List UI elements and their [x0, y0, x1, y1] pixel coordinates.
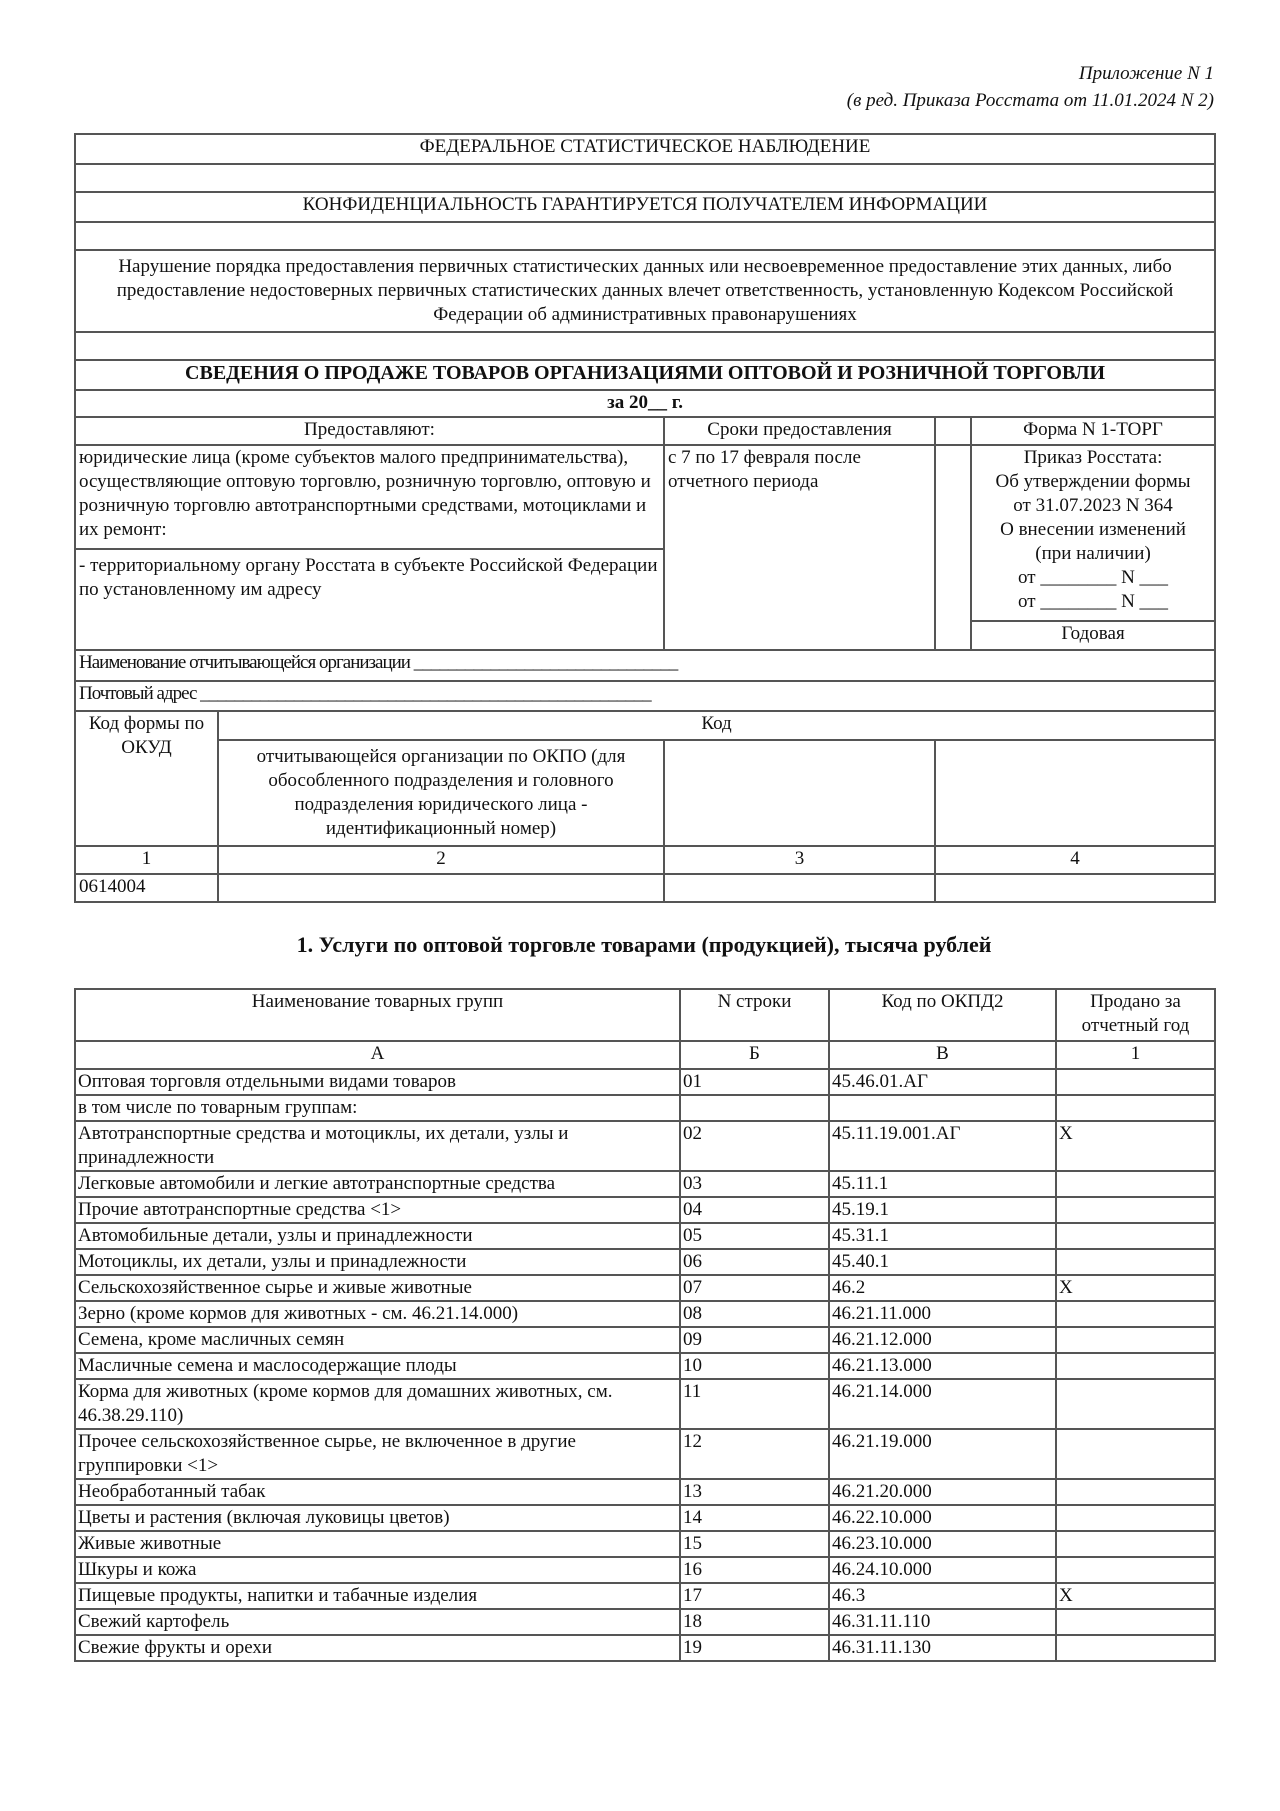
table-row: [75, 1301, 1215, 1327]
sold-value[interactable]: [1056, 1223, 1215, 1249]
okpd2-code: 46.21.12.000: [829, 1327, 1056, 1353]
okpd2-code: 46.23.10.000: [829, 1531, 1056, 1557]
report-period: за 20__ г.: [75, 390, 1215, 417]
sold-value[interactable]: [1056, 1171, 1215, 1197]
col-number-1: 1: [75, 846, 218, 874]
line-number: 02: [680, 1121, 829, 1171]
okpd2-code: 45.11.1: [829, 1171, 1056, 1197]
sold-value[interactable]: X: [1056, 1275, 1215, 1301]
sold-value[interactable]: X: [1056, 1583, 1215, 1609]
code-col4-empty: [935, 740, 1215, 846]
line-number: 15: [680, 1531, 829, 1557]
line-number: 10: [680, 1353, 829, 1379]
line-number: 16: [680, 1557, 829, 1583]
appendix-revision: (в ред. Приказа Росстата от 11.01.2024 N 2): [846, 90, 1214, 111]
goods-name: Цветы и растения (включая луковицы цветов): [75, 1505, 680, 1531]
postal-address-field[interactable]: Почтовый адрес _____________________________________________________: [75, 681, 1215, 711]
deadlines-header: Сроки предоставления: [664, 417, 935, 445]
federal-observation-title: ФЕДЕРАЛЬНОЕ СТАТИСТИЧЕСКОЕ НАБЛЮДЕНИЕ: [75, 134, 1215, 164]
appendix-title: Приложение N 1: [1078, 63, 1214, 84]
okpd2-code: 46.24.10.000: [829, 1557, 1056, 1583]
sold-value[interactable]: [1056, 1069, 1215, 1095]
okpd2-code: 45.19.1: [829, 1197, 1056, 1223]
okpd2-code: 45.11.19.001.АГ: [829, 1121, 1056, 1171]
goods-name: Живые животные: [75, 1531, 680, 1557]
okpd2-code: 46.21.11.000: [829, 1301, 1056, 1327]
column-letter: 1: [1056, 1041, 1215, 1069]
code-col3-input[interactable]: [664, 874, 935, 902]
goods-name: Мотоциклы, их детали, узлы и принадлежности: [75, 1249, 680, 1275]
sold-value[interactable]: [1056, 1379, 1215, 1429]
confidentiality-notice: КОНФИДЕНЦИАЛЬНОСТЬ ГАРАНТИРУЕТСЯ ПОЛУЧАТЕЛЕМ ИНФОРМАЦИИ: [75, 192, 1215, 222]
goods-name: Сельскохозяйственное сырье и живые животные: [75, 1275, 680, 1301]
table-row: [75, 1379, 1215, 1429]
table-row: [75, 1121, 1215, 1171]
line-number: 11: [680, 1379, 829, 1429]
table-row: [75, 1635, 1215, 1661]
sold-value[interactable]: X: [1056, 1121, 1215, 1171]
column-header-line: N строки: [680, 989, 829, 1041]
goods-name: Прочие автотранспортные средства <1>: [75, 1197, 680, 1223]
okpd2-code: 46.21.14.000: [829, 1379, 1056, 1429]
line-number: 05: [680, 1223, 829, 1249]
column-header-code: Код по ОКПД2: [829, 989, 1056, 1041]
goods-name: Свежие фрукты и орехи: [75, 1635, 680, 1661]
okpo-input[interactable]: [218, 874, 664, 902]
line-number: 19: [680, 1635, 829, 1661]
okud-label: Код формы по ОКУД: [75, 711, 218, 846]
goods-name: Масличные семена и маслосодержащие плоды: [75, 1353, 680, 1379]
line-number: 01: [680, 1069, 829, 1095]
okpd2-code: [829, 1095, 1056, 1121]
line-number: 14: [680, 1505, 829, 1531]
sold-value[interactable]: [1056, 1249, 1215, 1275]
okpd2-code: 45.46.01.АГ: [829, 1069, 1056, 1095]
table-row: [75, 1479, 1215, 1505]
sold-value[interactable]: [1056, 1531, 1215, 1557]
line-number: 18: [680, 1609, 829, 1635]
sold-value[interactable]: [1056, 1353, 1215, 1379]
goods-name: Свежий картофель: [75, 1609, 680, 1635]
line-number: 07: [680, 1275, 829, 1301]
col-number-4: 4: [935, 846, 1215, 874]
form-number: Форма N 1-ТОРГ: [971, 417, 1215, 445]
spacer-cell: [935, 445, 971, 650]
sold-value[interactable]: [1056, 1557, 1215, 1583]
line-number: 09: [680, 1327, 829, 1353]
goods-name: в том числе по товарным группам:: [75, 1095, 680, 1121]
okpd2-code: 46.3: [829, 1583, 1056, 1609]
sold-value[interactable]: [1056, 1505, 1215, 1531]
goods-name: Необработанный табак: [75, 1479, 680, 1505]
order-line: (при наличии): [1035, 543, 1151, 564]
table-row: [75, 1171, 1215, 1197]
table-row: [75, 1583, 1215, 1609]
line-number: 06: [680, 1249, 829, 1275]
goods-name: Автотранспортные средства и мотоциклы, их детали, узлы и принадлежности: [75, 1121, 680, 1171]
line-number: 03: [680, 1171, 829, 1197]
spacer-cell: [935, 417, 971, 445]
okpd2-code: 46.22.10.000: [829, 1505, 1056, 1531]
code-col4-input[interactable]: [935, 874, 1215, 902]
appendix-note: [700, 60, 1214, 114]
order-details: [971, 445, 1215, 621]
spacer-row: [75, 164, 1215, 192]
col-number-2: 2: [218, 846, 664, 874]
col-number-3: 3: [664, 846, 935, 874]
form-title: СВЕДЕНИЯ О ПРОДАЖЕ ТОВАРОВ ОРГАНИЗАЦИЯМИ ОПТОВОЙ И РОЗНИЧНОЙ ТОРГОВЛИ: [75, 360, 1215, 390]
table-row: [75, 1353, 1215, 1379]
line-number: 12: [680, 1429, 829, 1479]
okpd2-code: 46.21.13.000: [829, 1353, 1056, 1379]
table-row: [75, 1609, 1215, 1635]
table-row: [75, 1095, 1215, 1121]
line-number: 08: [680, 1301, 829, 1327]
order-line: от 31.07.2023 N 364: [1013, 495, 1173, 516]
column-letter: В: [829, 1041, 1056, 1069]
goods-name: Автомобильные детали, узлы и принадлежности: [75, 1223, 680, 1249]
table-row: [75, 1327, 1215, 1353]
sold-value[interactable]: [1056, 1479, 1215, 1505]
recipient-text: - территориальному органу Росстата в субъекте Российской Федерации по установленному им адресу: [75, 549, 664, 650]
organization-name-field[interactable]: Наименование отчитывающейся организации _______________________________: [75, 650, 1215, 681]
code-label: Код: [218, 711, 1215, 740]
goods-name: Зерно (кроме кормов для животных - см. 46.21.14.000): [75, 1301, 680, 1327]
table-row: [75, 1069, 1215, 1095]
table-row: [75, 1249, 1215, 1275]
goods-name: Шкуры и кожа: [75, 1557, 680, 1583]
line-number: 13: [680, 1479, 829, 1505]
okpd2-code: 46.21.19.000: [829, 1429, 1056, 1479]
table-row: [75, 1557, 1215, 1583]
providers-header: Предоставляют:: [75, 417, 664, 445]
sold-value[interactable]: [1056, 1429, 1215, 1479]
table-row: [75, 1429, 1215, 1479]
line-number: [680, 1095, 829, 1121]
goods-name: Семена, кроме масличных семян: [75, 1327, 680, 1353]
column-header-name: Наименование товарных групп: [75, 989, 680, 1041]
goods-name: Оптовая торговля отдельными видами товаров: [75, 1069, 680, 1095]
sold-value[interactable]: [1056, 1635, 1215, 1661]
okpd2-code: 46.2: [829, 1275, 1056, 1301]
wholesale-goods-table: [74, 988, 1216, 1662]
sold-value[interactable]: [1056, 1197, 1215, 1223]
spacer-row: [75, 332, 1215, 360]
spacer-row: [75, 222, 1215, 250]
okpd2-code: 45.31.1: [829, 1223, 1056, 1249]
sold-value[interactable]: [1056, 1609, 1215, 1635]
okpd2-code: 46.31.11.110: [829, 1609, 1056, 1635]
okpo-label: отчитывающейся организации по ОКПО (для обособленного подразделения и головного подразделения юридического лица - идентификационный номер): [218, 740, 664, 846]
violation-notice: Нарушение порядка предоставления первичных статистических данных или несвоевременное предоставление этих данных, либо предоставление недостоверных первичных статистических данных влечет ответственность, установленную Кодексом Российской Федерации об административных правонарушениях: [75, 250, 1215, 332]
okpd2-code: 46.31.11.130: [829, 1635, 1056, 1661]
deadline-text: с 7 по 17 февраля после отчетного периода: [664, 445, 935, 650]
okpd2-code: 45.40.1: [829, 1249, 1056, 1275]
column-header-sold: Продано за отчетный год: [1056, 989, 1215, 1041]
goods-rows: [75, 1069, 1215, 1661]
line-number: 17: [680, 1583, 829, 1609]
goods-name: Легковые автомобили и легкие автотранспортные средства: [75, 1171, 680, 1197]
order-line: Приказ Росстата:: [1023, 447, 1163, 468]
code-col3-empty: [664, 740, 935, 846]
table-row: [75, 1531, 1215, 1557]
table-row: [75, 1197, 1215, 1223]
table-row: [75, 1505, 1215, 1531]
section-title: 1. Услуги по оптовой торговле товарами (продукцией), тысяча рублей: [296, 932, 992, 957]
okud-code: 0614004: [75, 874, 218, 902]
order-line: от ________ N ___: [1018, 567, 1169, 588]
periodicity: Годовая: [971, 621, 1215, 650]
table-row: [75, 1223, 1215, 1249]
column-letter: Б: [680, 1041, 829, 1069]
goods-name: Пищевые продукты, напитки и табачные изделия: [75, 1583, 680, 1609]
goods-name: Корма для животных (кроме кормов для домашних животных, см. 46.38.29.110): [75, 1379, 680, 1429]
providers-text: юридические лица (кроме субъектов малого предпринимательства), осуществляющие оптовую торговлю, розничную торговлю, оптовую и розничную торговлю автотранспортными средствами, мотоциклами и их ремонт:: [75, 445, 664, 549]
sold-value[interactable]: [1056, 1095, 1215, 1121]
goods-name: Прочее сельскохозяйственное сырье, не включенное в другие группировки <1>: [75, 1429, 680, 1479]
table-row: [75, 1275, 1215, 1301]
form-header-table: [74, 133, 1216, 903]
order-line: О внесении изменений: [1000, 519, 1186, 540]
order-line: от ________ N ___: [1018, 591, 1169, 612]
sold-value[interactable]: [1056, 1301, 1215, 1327]
okpd2-code: 46.21.20.000: [829, 1479, 1056, 1505]
column-letter: А: [75, 1041, 680, 1069]
sold-value[interactable]: [1056, 1327, 1215, 1353]
line-number: 04: [680, 1197, 829, 1223]
order-line: Об утверждении формы: [995, 471, 1191, 492]
